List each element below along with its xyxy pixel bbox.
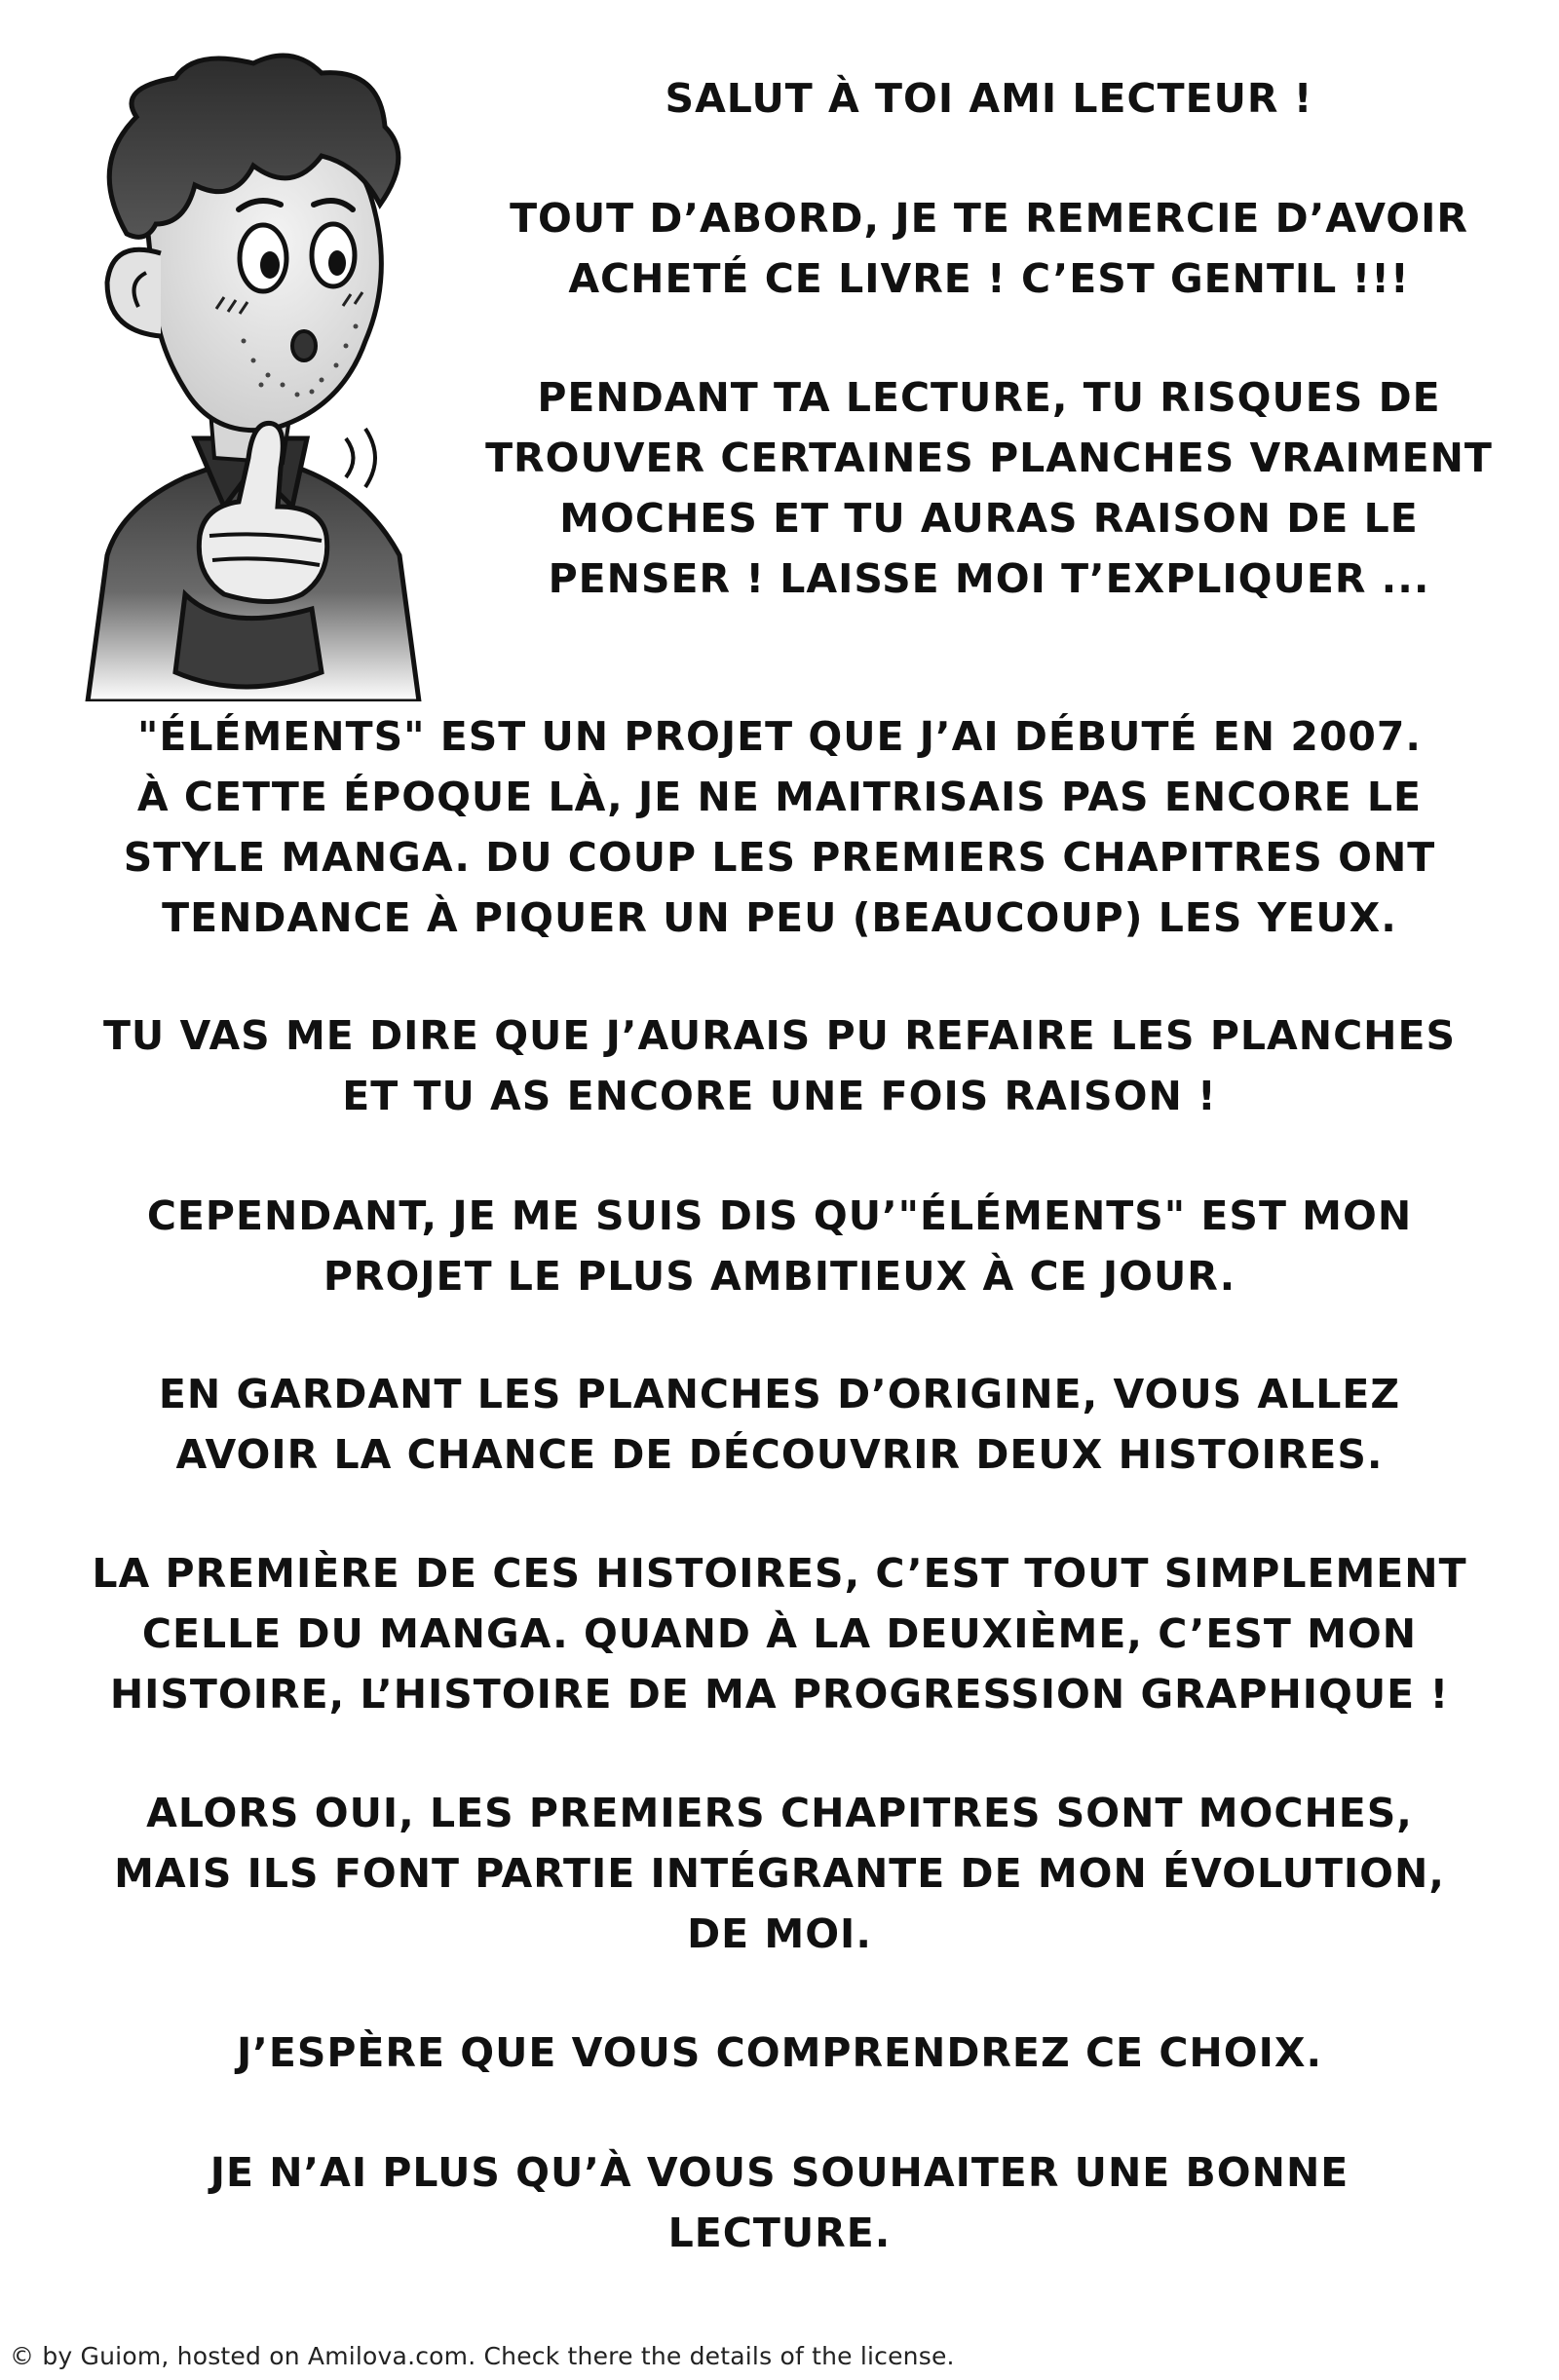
greeting-text: SALUT À TOI AMI LECTEUR ! <box>665 75 1313 122</box>
paragraph-ambitious: CEPENDANT, JE ME SUIS DIS QU’"ÉLÉMENTS" EST MON PROJET LE PLUS AMBITIEUX À CE JOUR. <box>146 1192 1413 1300</box>
warning-text: PENDANT TA LECTURE, TU RISQUES DE TROUVER CERTAINES PLANCHES VRAIMENT MOCHES ET TU AURAS RAISON DE LE PENSER ! LAISSE MOI T’EXPLIQUER ... <box>485 374 1493 602</box>
paragraph-two-stories: EN GARDANT LES PLANCHES D’ORIGINE, VOUS ALLEZ AVOIR LA CHANCE DE DÉCOUVRIR DEUX HISTOIRES. <box>158 1371 1401 1478</box>
paragraph-good-reading: JE N’AI PLUS QU’À VOUS SOUHAITER UNE BONNE LECTURE. <box>209 2149 1350 2256</box>
paragraph-evolution: ALORS OUI, LES PREMIERS CHAPITRES SONT MOCHES, MAIS ILS FONT PARTIE INTÉGRANTE DE MON ÉVOLUTION, DE MOI. <box>114 1790 1445 1957</box>
paragraph-first-story: LA PREMIÈRE DE CES HISTOIRES, C’EST TOUT SIMPLEMENT CELLE DU MANGA. QUAND À LA DEUXIÈME, C’EST MON HISTOIRE, L’HISTOIRE DE MA PROGRESSION GRAPHIQUE ! <box>92 1550 1467 1718</box>
paragraph-choice: J’ESPÈRE QUE VOUS COMPRENDREZ CE CHOIX. <box>236 2029 1323 2076</box>
thanks-text: TOUT D’ABORD, JE TE REMERCIE D’AVOIR ACHETÉ CE LIVRE ! C’EST GENTIL !!! <box>510 195 1468 302</box>
author-character-illustration <box>29 49 448 701</box>
paragraph-redo-pages: TU VAS ME DIRE QUE J’AURAIS PU REFAIRE LES PLANCHES ET TU AS ENCORE UNE FOIS RAISON ! <box>102 1012 1457 1119</box>
license-credit: © by Guiom, hosted on Amilova.com. Check there the details of the license. <box>10 2342 955 2370</box>
paragraph-project-history: "ÉLÉMENTS" EST UN PROJET QUE J’AI DÉBUTÉ EN 2007. À CETTE ÉPOQUE LÀ, JE NE MAITRISAIS PAS ENCORE LE STYLE MANGA. DU COUP LES PREMIERS CHAPITRES ONT TENDANCE À PIQUER UN PEU (BEAUCOUP) LES YEUX. <box>123 713 1436 941</box>
